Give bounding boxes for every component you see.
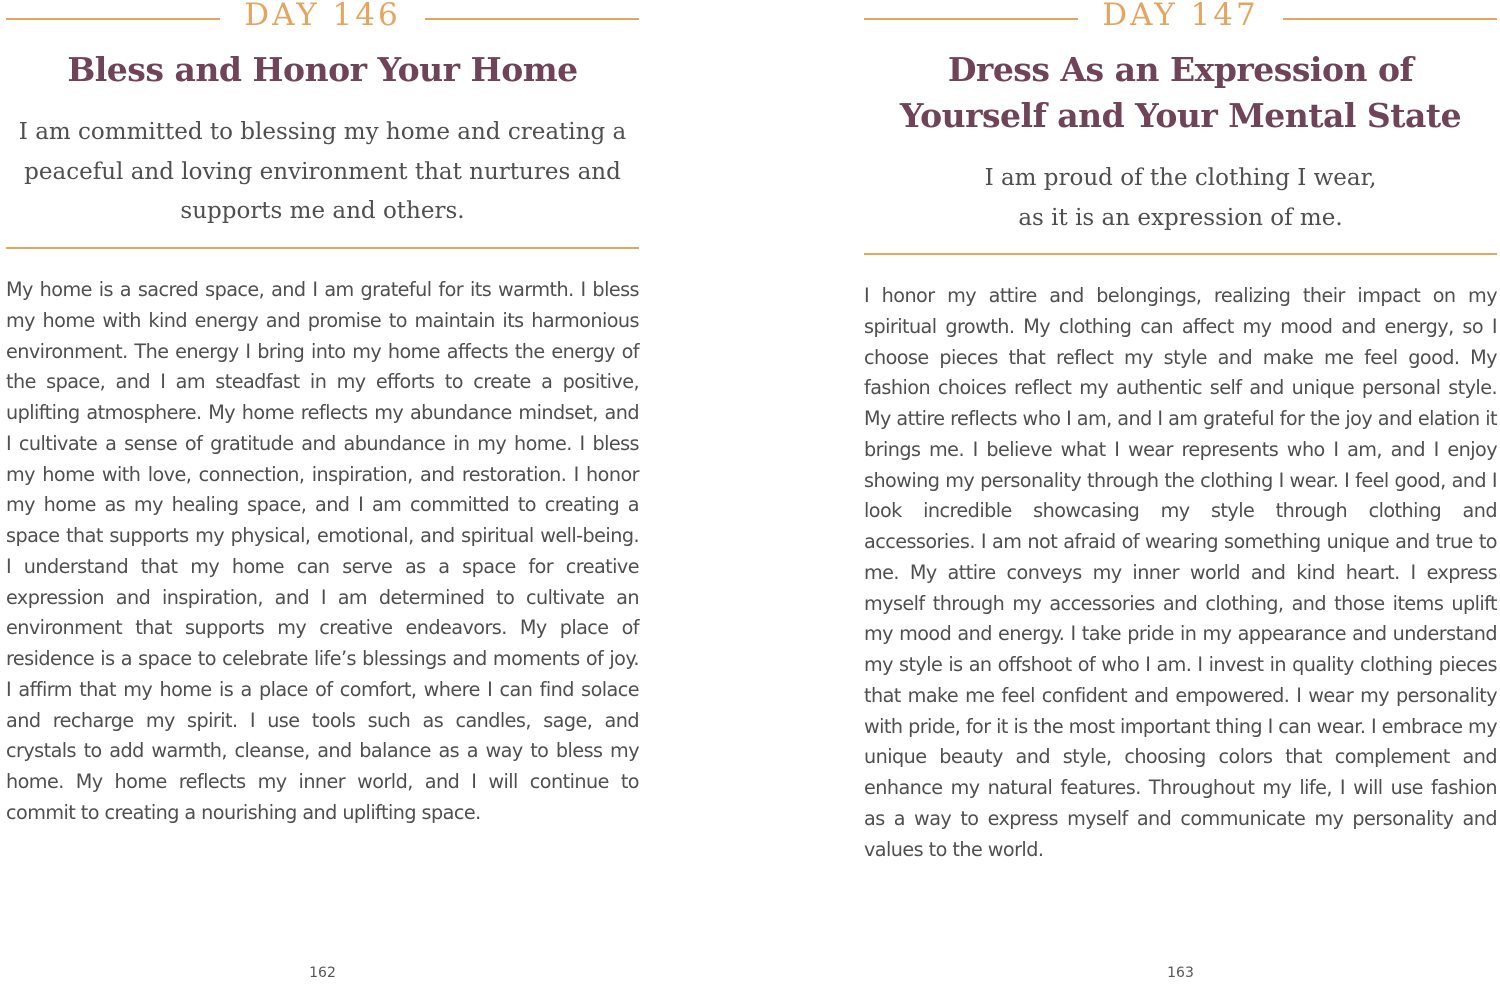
day-label: DAY 147 [1102,0,1259,33]
affirmation-text: I am proud of the clothing I wear, as it is an expression of me. [984,165,1377,231]
affirmation-text: I am committed to blessing my home and creating a peaceful and loving environment that nurtures and supports me and others. [18,119,627,224]
section-divider [6,247,639,249]
body-paragraph: My home is a sacred space, and I am grateful for its warmth. I bless my home with kind energy and promise to maintain its harmonious environment. The energy I bring into my home affects the energy of the space, and I am steadfast in my efforts to create a positive, uplifting atmosphere. My home reflects my abundance mindset, and I cultivate a sense of gratitude and abundance in my home. I bless my home with love, connection, inspiration, and restoration. I honor my home as my healing space, and I am committed to creating a space that supports my physical, emotional, and spiritual well-being. I understand that my home can serve as a space for creative expression and inspiration, and I am determined to cultivate an environment that supports my creative endeavors. My place of residence is a space to celebrate life’s blessings and moments of joy. I affirm that my home is a place of comfort, where I can find solace and recharge my spirit. I use tools such as candles, sage, and crystals to add warmth, cleanse, and balance as a way to bless my home. My home reflects my inner world, and I will continue to commit to creating a nourishing and uplifting space. [6,278,639,824]
body-paragraph: I honor my attire and belongings, realizing their impact on my spiritual growth. My clothing can affect my mood and energy, so I choose pieces that reflect my style and make me feel good. My fashion choices reflect my authentic self and unique personal style. My attire reflects who I am, and I am grateful for the joy and elation it brings me. I believe what I wear represents who I am, and I enjoy showing my personality through the clothing I wear. I feel good, and I look incredible showcasing my style through clothing and accessories. I am not afraid of wearing something unique and true to me. My attire conveys my inner world and kind heart. I express myself through my accessories and clothing, and those items uplift my mood and energy. I take pride in my appearance and understand my style is an offshoot of who I am. I invest in quality clothing pieces that make me feel confident and empowered. I wear my personality with pride, for it is the most important thing I can wear. I embrace my unique beauty and style, choosing colors that complement and enhance my natural features. Throughout my life, I will use fashion as a way to express myself and communicate my personality and values to the world. [864,284,1497,861]
day-header [6,0,639,40]
section-divider [864,253,1497,255]
page-number: 163 [1167,965,1194,981]
page-number: 162 [309,965,336,981]
page-title: Dress As an Expression of Yourself and Your Mental State [899,50,1462,135]
day-header [864,0,1497,40]
page-title: Bless and Honor Your Home [67,50,578,89]
day-label: DAY 146 [244,0,401,33]
